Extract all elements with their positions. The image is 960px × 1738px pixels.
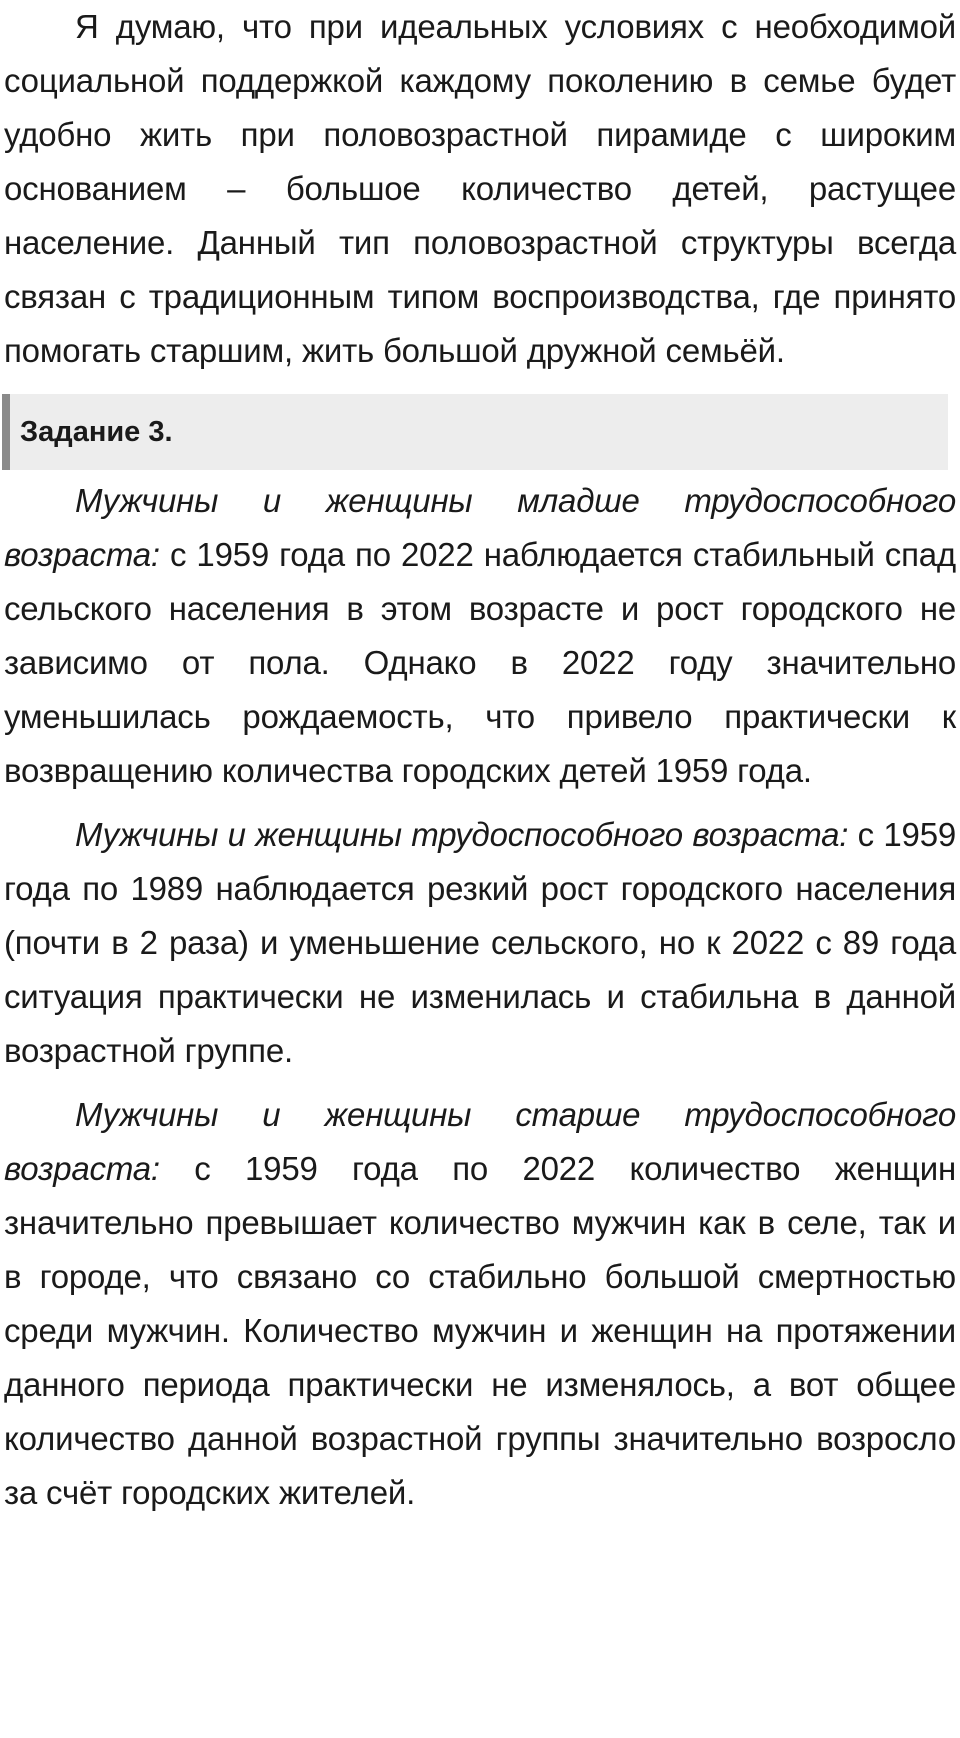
paragraph-lead: Мужчины и женщины трудоспособного возраста:: [75, 816, 849, 853]
task-title: Задание 3.: [20, 415, 173, 448]
intro-paragraph: [4, 0, 956, 378]
paragraph-body: с 1959 года по 2022 наблюдается стабильный спад сельского населения в этом возрасте и рост городского не зависимо от пола. Однако в 2022 году значительно уменьшилась рождаемость, что привело практически к возвращению количества городских детей 1959 года.: [4, 536, 956, 789]
paragraph-lead: Мужчины и женщины старше трудоспособного возраста:: [4, 1096, 956, 1187]
paragraph-younger-than-working-age: [4, 474, 956, 798]
paragraph-body: с 1959 года по 2022 количество женщин значительно превышает количество мужчин как в селе, так и в городе, что связано со стабильно большой смертностью среди мужчин. Количество мужчин и женщин на протяжении данного периода практически не изменялось, а вот общее количество данной возрастной группы значительно возросло за счёт городских жителей.: [4, 1150, 956, 1511]
paragraph-lead: Мужчины и женщины младше трудоспособного возраста:: [4, 482, 956, 573]
paragraph-body: с 1959 года по 1989 наблюдается резкий рост городского населения (почти в 2 раза) и уменьшение сельского, но к 2022 с 89 года ситуация практически не изменилась и стабильна в данной возрастной группе.: [4, 816, 956, 1069]
intro-text: Я думаю, что при идеальных условиях с необходимой социальной поддержкой каждому поколению в семье будет удобно жить при половозрастной пирамиде с широким основанием – большое количество детей, растущее население. Данный тип половозрастной структуры всегда связан с традиционным типом воспроизводства, где принято помогать старшим, жить большой дружной семьёй.: [4, 8, 956, 369]
paragraph-working-age: [4, 808, 956, 1078]
task-heading: [2, 394, 948, 470]
paragraph-older-than-working-age: [4, 1088, 956, 1520]
